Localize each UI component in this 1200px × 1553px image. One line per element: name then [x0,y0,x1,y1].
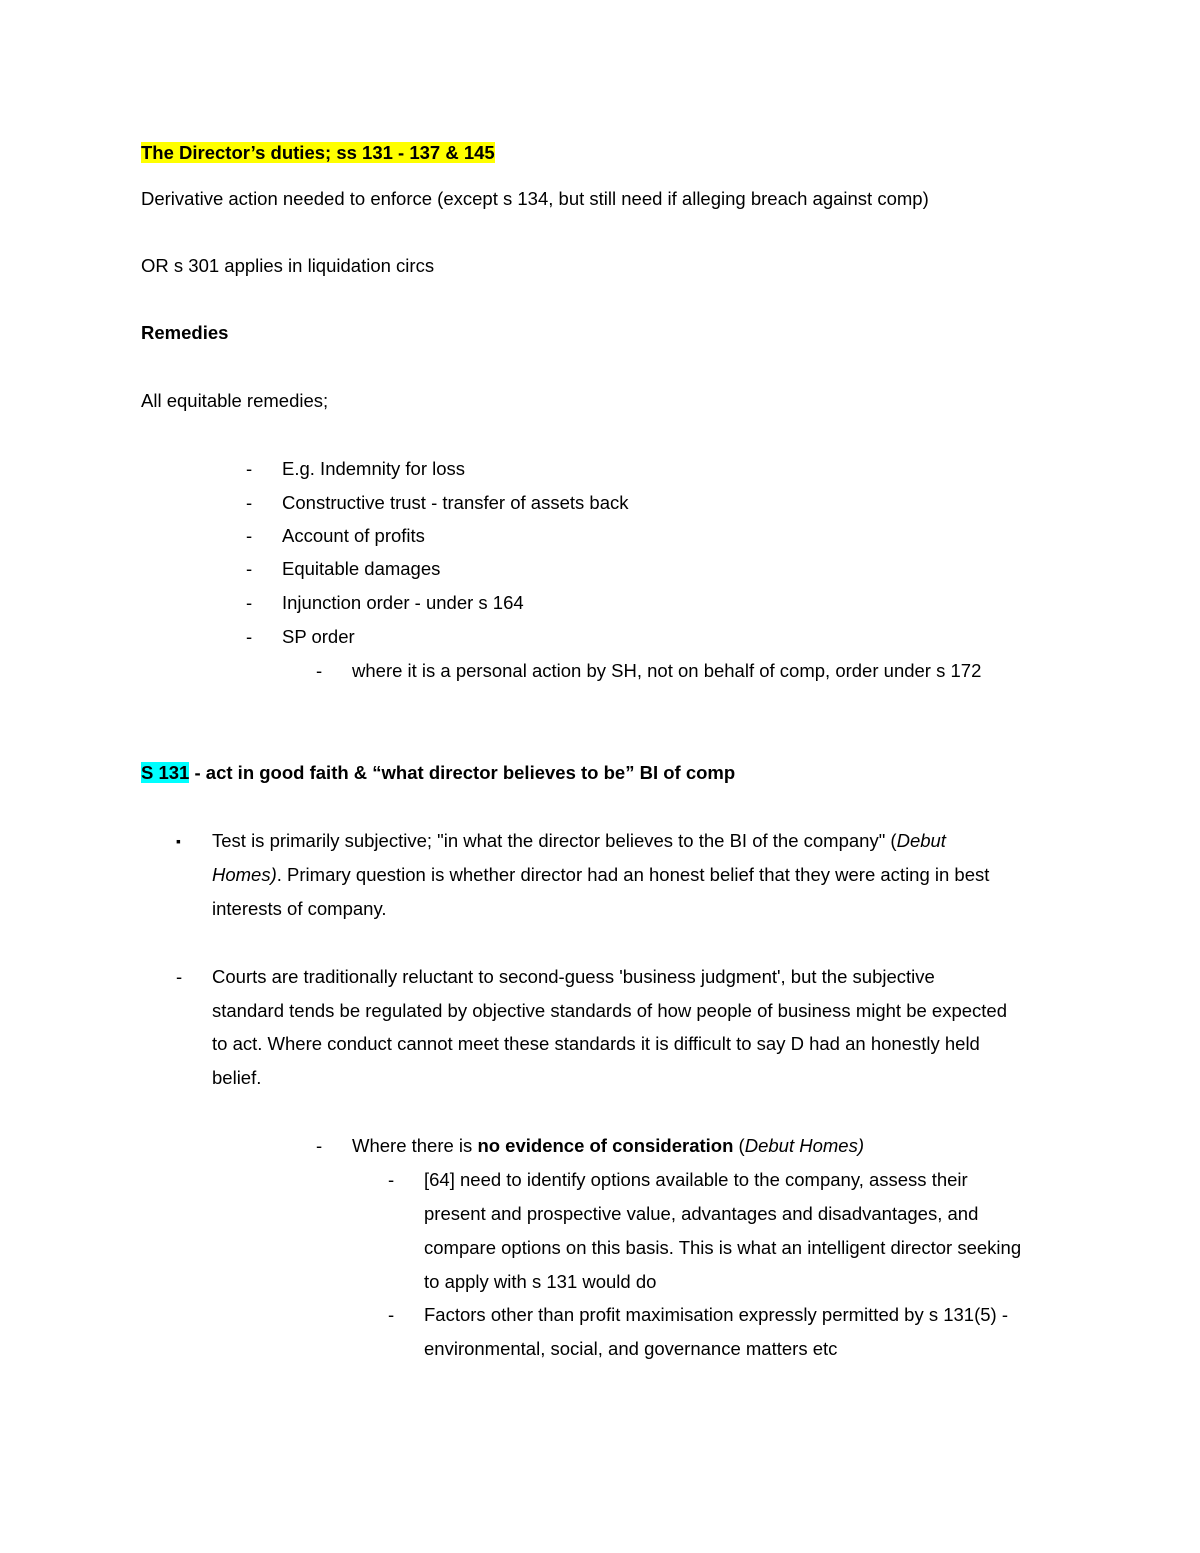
list-dash: - [388,1304,395,1325]
list-dash: - [176,966,183,987]
paragraph-line: interests of company. [212,898,387,919]
paragraph-line: belief. [212,1067,262,1088]
remedies-lead: All equitable remedies; [141,390,329,411]
paragraph-text: ( [733,1135,745,1156]
paragraph-line: Factors other than profit maximisation expressly permitted by s 131(5) - [424,1304,1009,1325]
paragraph-line: environmental, social, and governance matters etc [424,1338,838,1359]
title-highlight: The Director’s duties; ss 131 - 137 & 145 [141,142,495,163]
list-item: Constructive trust - transfer of assets back [282,492,629,513]
list-dash: - [246,592,253,613]
intro-line-2: OR s 301 applies in liquidation circs [141,255,435,276]
list-dash: - [246,458,253,479]
list-dash: - [316,660,323,681]
paragraph-line: [64] need to identify options available to the company, assess their [424,1169,968,1190]
paragraph-line: compare options on this basis. This is what an intelligent director seeking [424,1237,1022,1258]
paragraph-line: to apply with s 131 would do [424,1271,657,1292]
paragraph-text: Test is primarily subjective; "in what the director believes to the BI of the company" ( [212,830,897,851]
list-item: Account of profits [282,525,425,546]
section-heading-s131 [141,760,735,786]
paragraph-line [212,828,946,854]
intro-line-1: Derivative action needed to enforce (except s 134, but still need if alleging breach against comp) [141,188,929,209]
paragraph-line [212,862,989,888]
list-item: E.g. Indemnity for loss [282,458,466,479]
section-label-highlight: S 131 [141,762,190,783]
list-item: Equitable damages [282,558,441,579]
paragraph-line: to act. Where conduct cannot meet these standards it is difficult to say D had an honestly held [212,1033,980,1054]
list-item: SP order [282,626,355,647]
list-dash: - [246,626,253,647]
paragraph-text: Where there is [352,1135,478,1156]
case-name: Debut [896,830,946,851]
paragraph-line: present and prospective value, advantages and disadvantages, and [424,1203,979,1224]
list-dash: - [246,492,253,513]
list-item: Injunction order - under s 164 [282,592,524,613]
paragraph-line [352,1133,864,1159]
list-dash: - [246,558,253,579]
paragraph-text: . Primary question is whether director had an honest belief that they were acting in best [276,864,990,885]
list-dash: - [316,1135,323,1156]
remedies-heading: Remedies [141,322,229,343]
bold-phrase: no evidence of consideration [477,1135,734,1156]
paragraph-line: standard tends be regulated by objective standards of how people of business might be expected [212,1000,1007,1021]
list-dash: - [388,1169,395,1190]
case-name: Homes) [212,864,277,885]
bullet-marker: ▪ [176,833,181,849]
list-sub-item: where it is a personal action by SH, not on behalf of comp, order under s 172 [352,660,982,681]
paragraph-line: Courts are traditionally reluctant to second-guess 'business judgment', but the subjective [212,966,935,987]
page-title [141,140,495,166]
section-heading-text: - act in good faith & “what director believes to be” BI of comp [189,762,736,783]
case-name: Debut Homes) [744,1135,864,1156]
list-dash: - [246,525,253,546]
